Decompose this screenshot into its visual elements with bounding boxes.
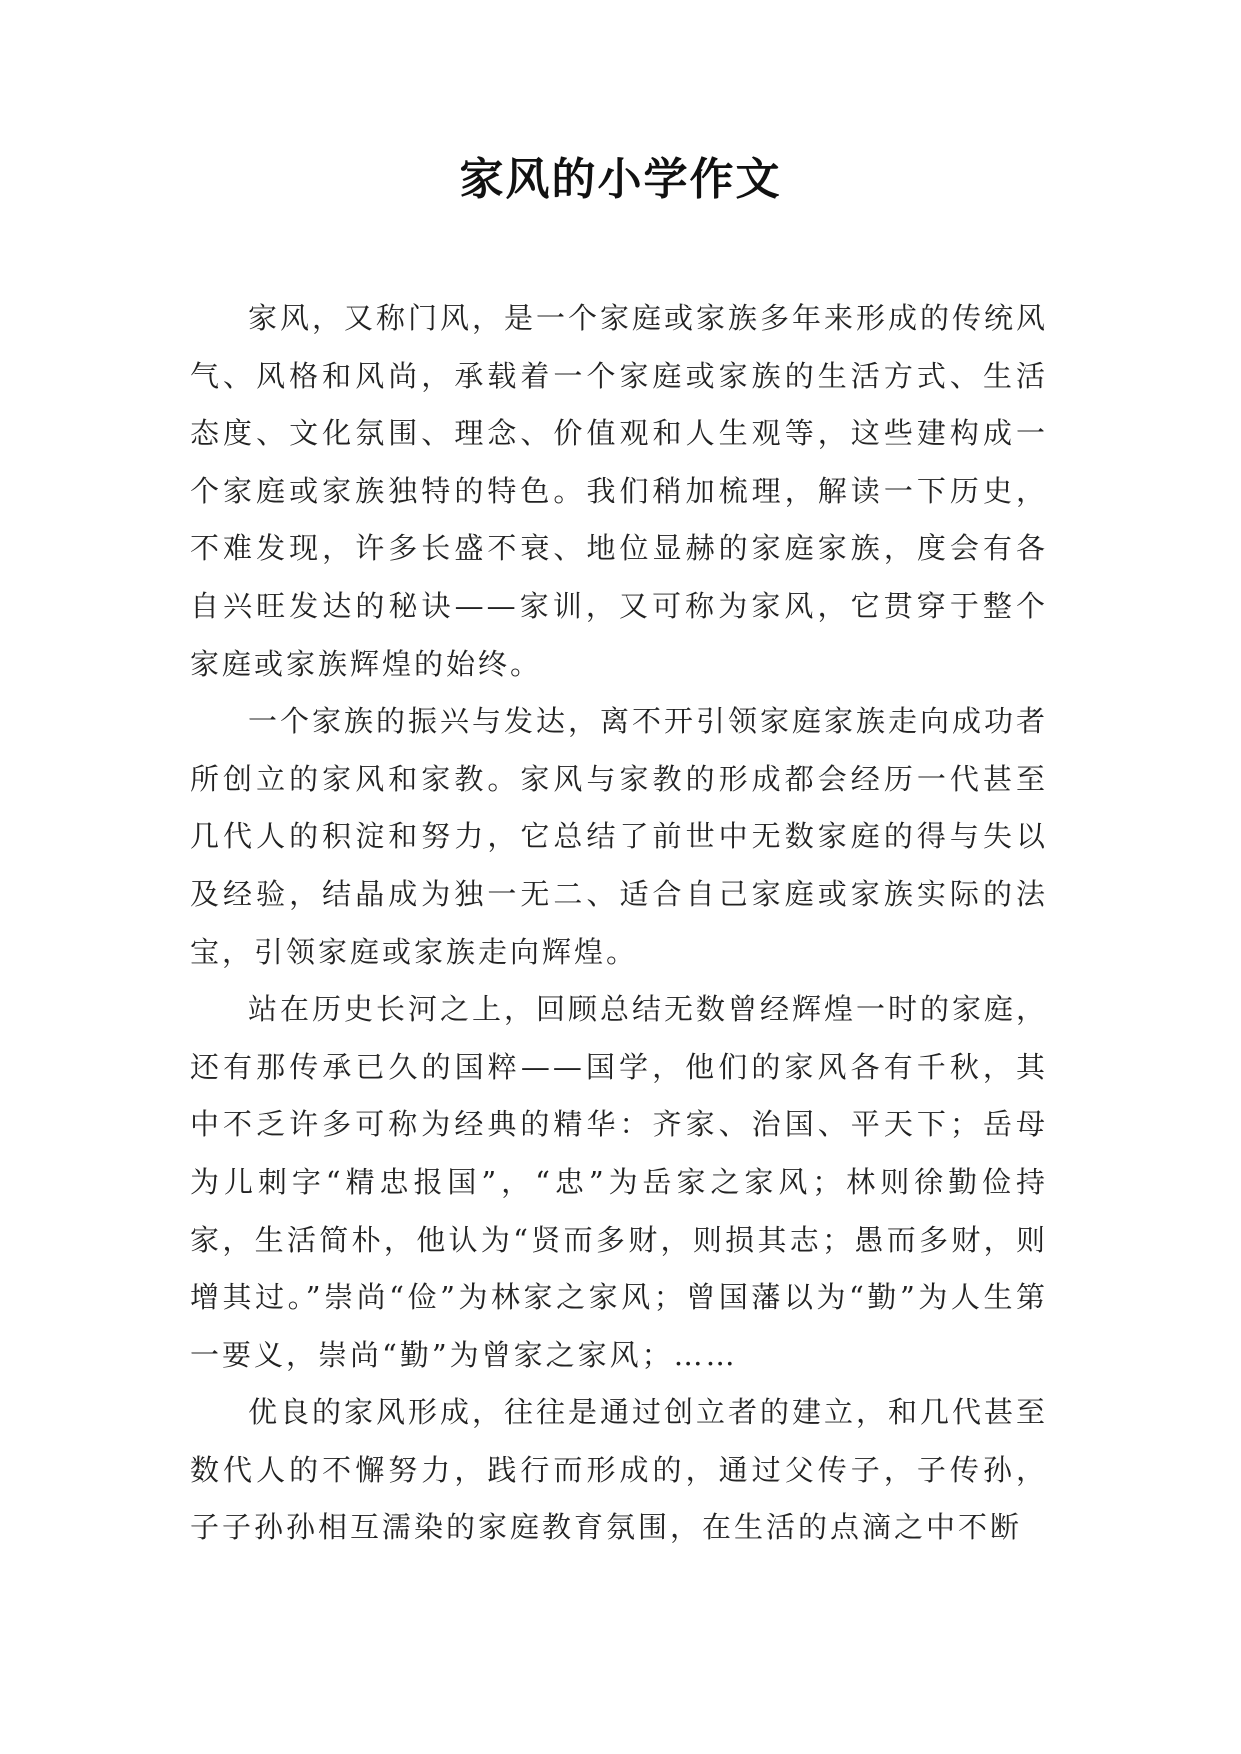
document-body <box>190 290 1048 1557</box>
paragraph-4: 优良的家风形成，往往是通过创立者的建立，和几代甚至数代人的不懈努力，践行而形成的，通过父传子，子传孙，子子孙孙相互濡染的家庭教育氛围，在生活的点滴之中不断 <box>190 1395 1049 1545</box>
document-title: 家风的小学作文 <box>459 154 782 205</box>
paragraph-3: 站在历史长河之上，回顾总结无数曾经辉煌一时的家庭，还有那传承已久的国粹——国学，他们的家风各有千秋，其中不乏许多可称为经典的精华：齐家、治国、平天下；岳母为儿刺字“精忠报国”，“忠”为岳家之家风；林则徐勤俭持家，生活简朴，他认为“贤而多财，则损其志；愚而多财，则增其过。”崇尚“俭”为林家之家风；曾国藩以为“勤”为人生第一要义，崇尚“勤”为曾家之家风；…… <box>190 992 1049 1372</box>
paragraph-1: 家风，又称门风，是一个家庭或家族多年来形成的传统风气、风格和风尚，承载着一个家庭或家族的生活方式、生活态度、文化氛围、理念、价值观和人生观等，这些建构成一个家庭或家族独特的特色。我们稍加梳理，解读一下历史，不难发现，许多长盛不衰、地位显赫的家庭家族，度会有各自兴旺发达的秘诀——家训，又可称为家风，它贯穿于整个家庭或家族辉煌的始终。 <box>190 301 1049 681</box>
paragraph-2: 一个家族的振兴与发达，离不开引领家庭家族走向成功者所创立的家风和家教。家风与家教的形成都会经历一代甚至几代人的积淀和努力，它总结了前世中无数家庭的得与失以及经验，结晶成为独一无二、适合自己家庭或家族实际的法宝，引领家庭或家族走向辉煌。 <box>190 704 1049 969</box>
